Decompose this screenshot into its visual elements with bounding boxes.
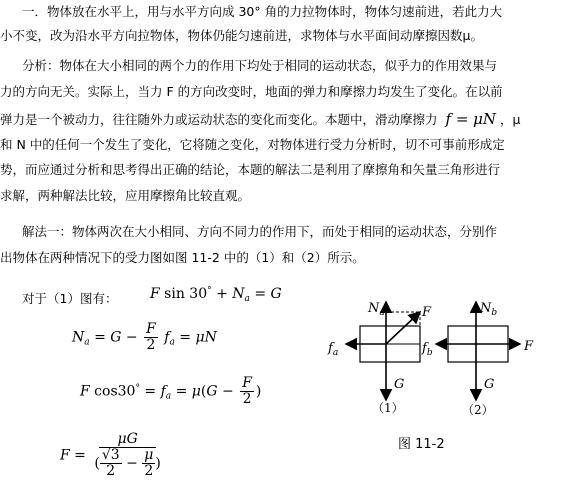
sub-caption-1: （1） [372, 401, 404, 415]
friction-formula: f = μN [445, 110, 497, 128]
label-f1: F [422, 305, 432, 320]
analysis-line-6: 求解，两种解法比较，应用摩擦角比较直观。 [0, 188, 251, 203]
label-na: $N_a$ [368, 301, 385, 318]
equation-2: $N_a = G$ − $\frac{F}{2}$ $f_a = \mu N$ [72, 321, 217, 353]
label-fb: $f_b$ [422, 341, 433, 358]
label-g2: G [484, 377, 495, 392]
analysis-line-1: 分析：物体在大小相同的两个力的作用下均处于相同的运动状态，似乎力的作用效果与 [22, 58, 498, 73]
analysis-line-5: 势，而应通过分析和思考得出正确的结论，本题的解法二是利用了摩擦角和矢量三角形进行 [0, 162, 501, 177]
label-fa: $f_a$ [328, 341, 339, 358]
label-f2: F [524, 339, 534, 354]
applied-force-1-arrow [386, 312, 420, 344]
equation-3: F $\cos 30^\circ = f_a = \mu(G$ − $\frac{F}{2}$ ) [80, 375, 262, 407]
equation-1: F $\sin 30^\circ + N_a = G$ [150, 286, 282, 304]
solution-line-2: 出物体在两种情况下的受力图如图 11-2 中的（1）和（2）所示。 [0, 250, 365, 265]
label-g1: G [394, 377, 405, 392]
analysis-line-3-text: 弹力是一个被动力，往往随外力或运动状态的变化而变化。本题中，滑动摩擦力 [0, 112, 438, 127]
fig1-equation-label: 对于（1）图有： [22, 291, 118, 306]
solution-line-1: 解法一：物体两次在大小相同、方向不同力的作用下，而处于相同的运动状态，分别作 [22, 224, 498, 239]
analysis-line-2: 力的方向无关。实际上，当力 F 的方向改变时，地面的弹力和摩擦力均发生了变化。在以前 [0, 84, 503, 99]
force-diagram [320, 296, 545, 426]
analysis-line-4: 和 N 中的任何一个发生了变化，它将随之变化，对物体进行受力分析时，切不可事前形成定 [0, 137, 505, 152]
analysis-line-3-tail: ，μ [500, 112, 521, 127]
analysis-line-3 [0, 111, 520, 128]
problem-text-line-2: 小不变，改为沿水平方向拉物体，物体仍能匀速前进，求物体与水平面间动摩擦因数μ。 [0, 28, 483, 43]
diagram-1 [327, 301, 432, 400]
problem-text-line-1: 一．物体放在水平上，用与水平方向成 30° 角的力拉物体时，物体匀速前进，若此力大 [22, 4, 503, 19]
diagram-2 [421, 301, 534, 400]
sub-caption-2: （2） [462, 403, 494, 417]
figure-caption: 图 11-2 [398, 437, 445, 452]
equation-4: F = μG ( $\frac{√3}{2}$ − $\frac{\mu}{2}$ ) [60, 431, 161, 479]
label-nb: $N_b$ [480, 301, 498, 318]
